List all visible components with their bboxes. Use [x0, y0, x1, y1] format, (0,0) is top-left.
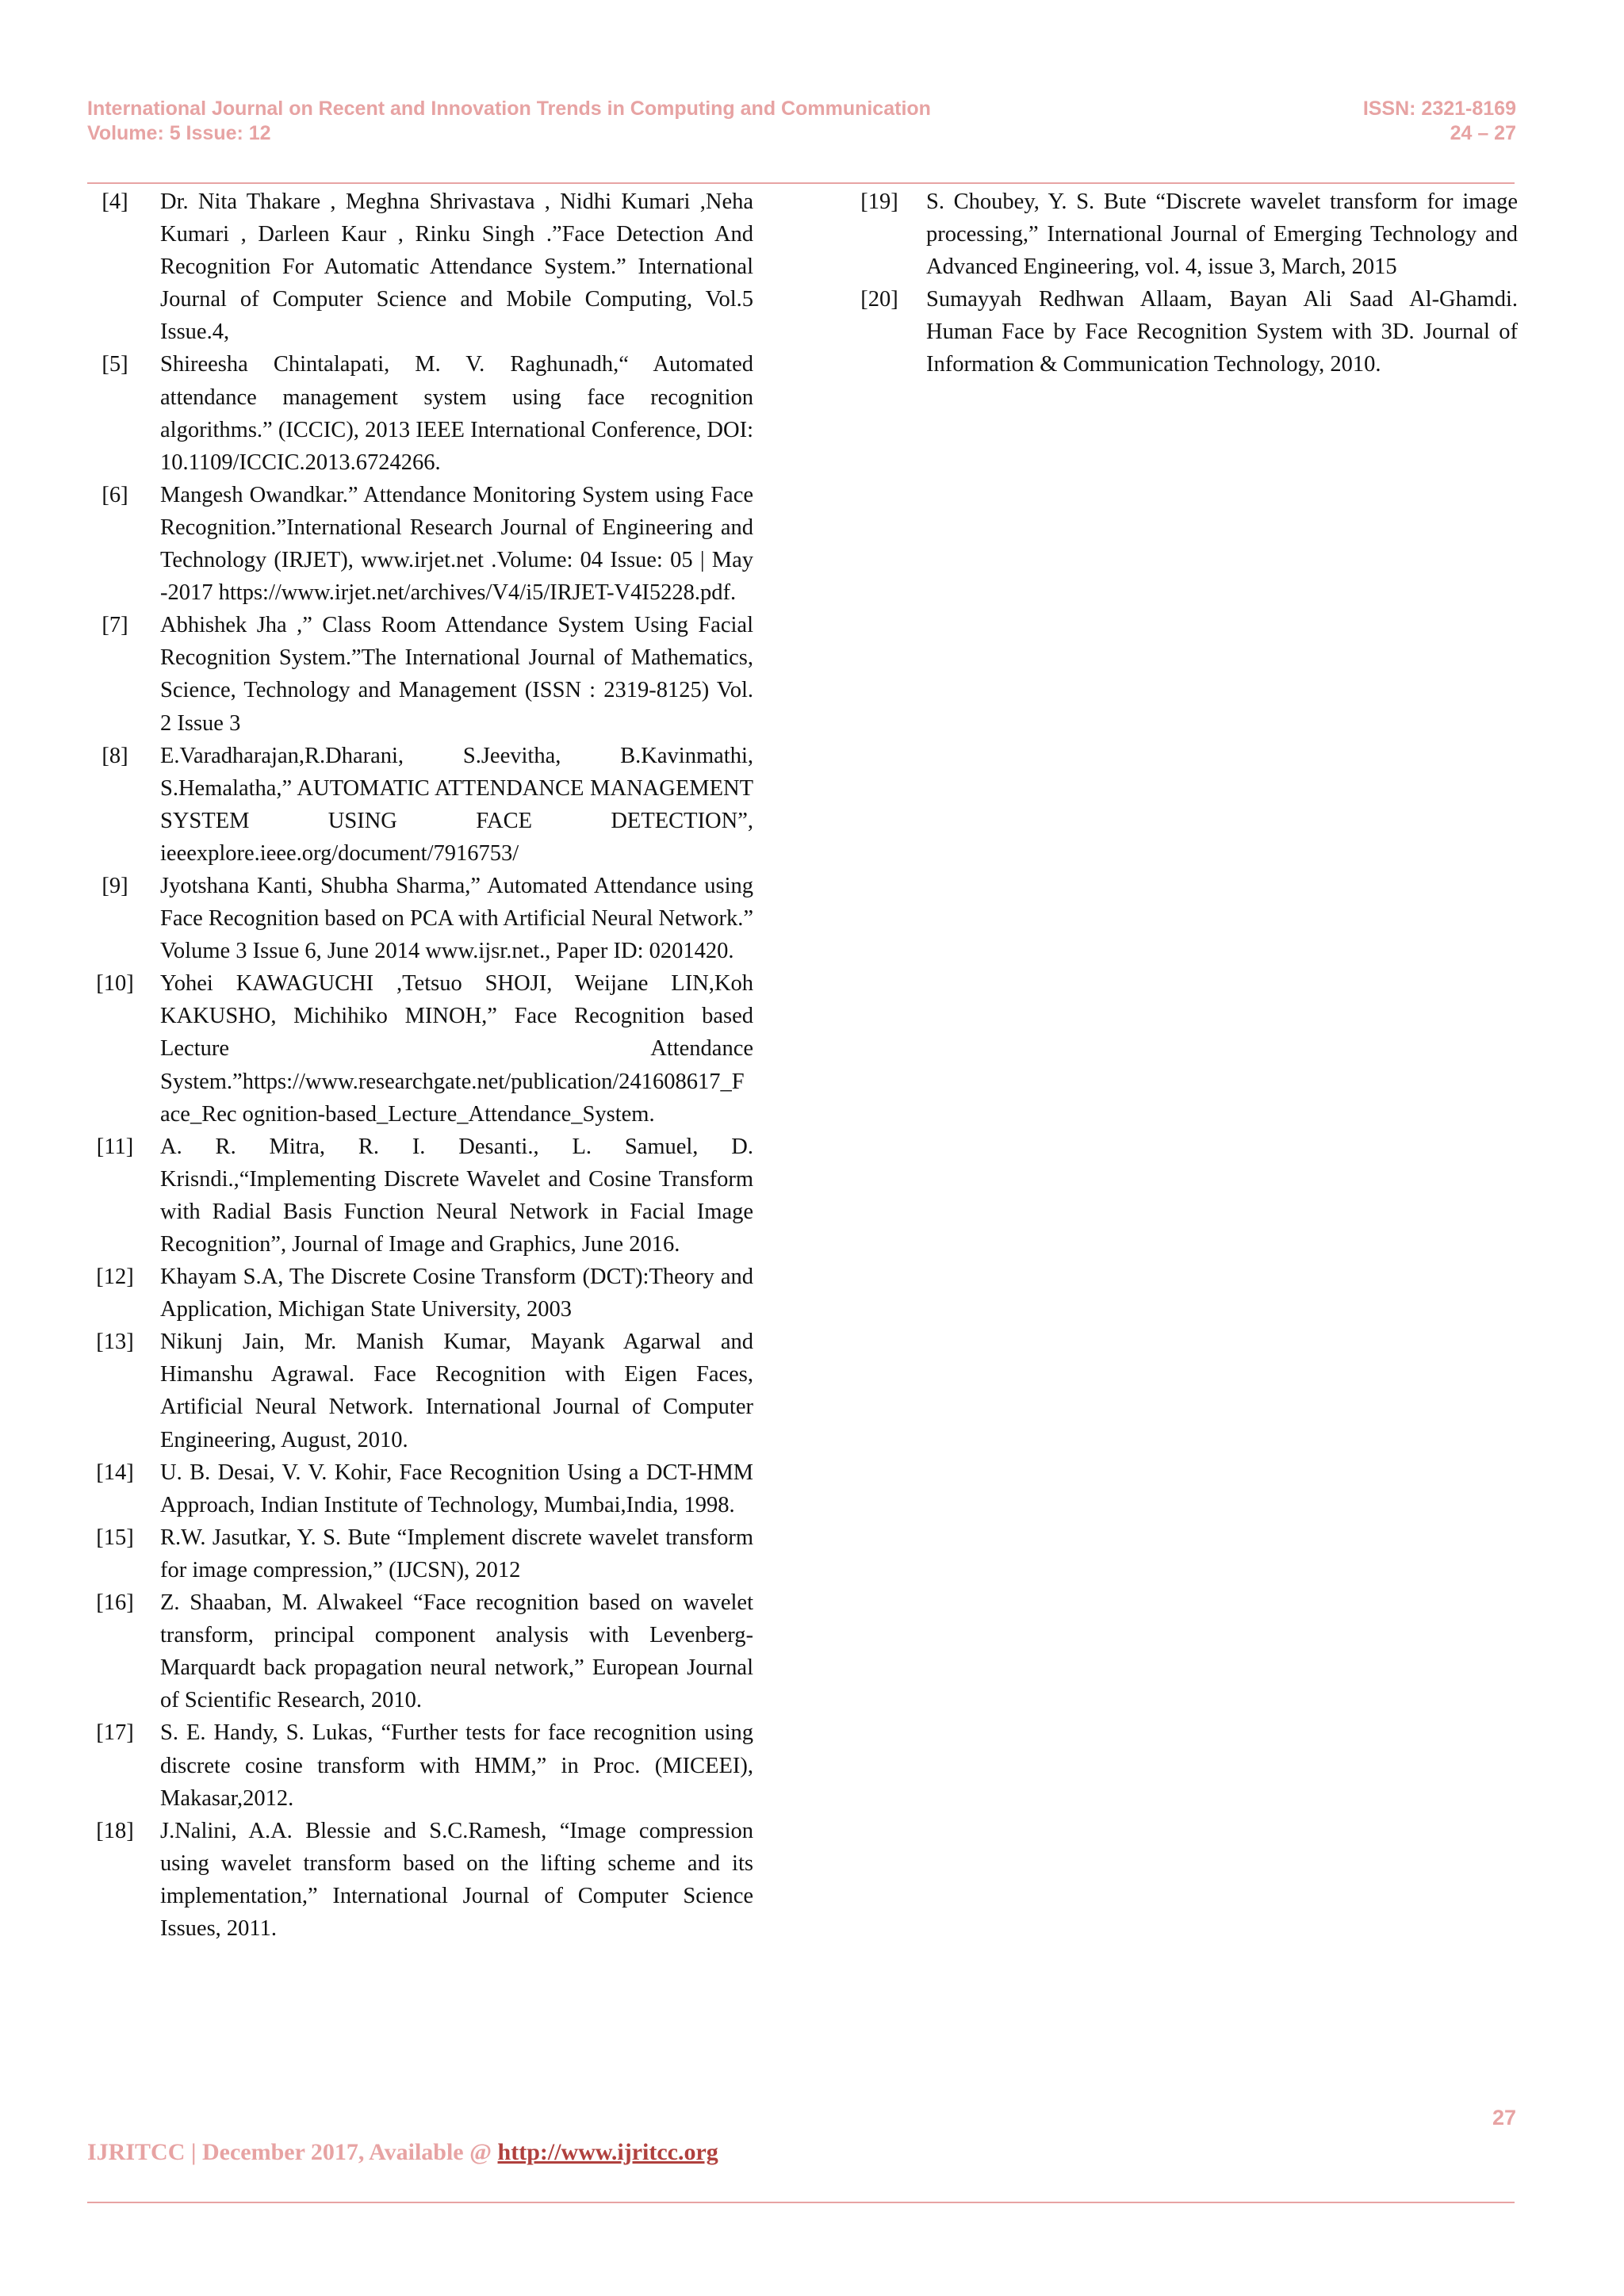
issn: ISSN: 2321-8169 [1362, 98, 1516, 120]
header-left [87, 97, 931, 146]
reference-number: [14] [96, 1460, 134, 1485]
reference-text: Jyotshana Kanti, Shubha Sharma,” Automated Attendance using Face Recognition based on PCA with Artificial Neural Network.” Volume 3 Issue 6, June 2014 www.ijsr.net., Paper ID: 0201420. [160, 873, 753, 964]
volume-issue: Volume: 5 Issue: 12 [87, 122, 271, 144]
reference-text: S. E. Handy, S. Lukas, “Further tests for face recognition using discrete cosine transform with HMM,” in Proc. (MICEEI), Makasar,2012. [160, 1720, 753, 1811]
reference-number: [13] [96, 1330, 134, 1355]
reference-number: [5] [102, 352, 128, 377]
reference-text: U. B. Desai, V. V. Kohir, Face Recognition Using a DCT-HMM Approach, Indian Institute of Technology, Mumbai,India, 1998. [160, 1460, 753, 1517]
header-right [1363, 97, 1516, 146]
reference-item [70, 1815, 753, 1945]
footer-link[interactable]: http://www.ijritcc.org [497, 2139, 718, 2165]
reference-text: Nikunj Jain, Mr. Manish Kumar, Mayank Agarwal and Himanshu Agrawal. Face Recognition with Eigen Faces, Artificial Neural Network. International Journal of Computer Engineering, August, 2010. [160, 1330, 753, 1452]
reference-item [833, 186, 1518, 283]
page-range: 24 – 27 [1450, 122, 1516, 144]
reference-number: [4] [102, 189, 128, 214]
reference-number: [6] [102, 482, 128, 507]
reference-item [70, 870, 753, 967]
reference-text: Sumayyah Redhwan Allaam, Bayan Ali Saad Al-Ghamdi. Human Face by Face Recognition System with 3D. Journal of Information & Communication Technology, 2010. [926, 287, 1518, 377]
reference-text: Abhishek Jha ,” Class Room Attendance System Using Facial Recognition System.”The International Journal of Mathematics, Science, Technology and Management (ISSN : 2319-8125) Vol. 2 Issue 3 [160, 613, 753, 736]
reference-item [70, 186, 753, 348]
page-footer [87, 2139, 718, 2166]
reference-item [70, 1131, 753, 1261]
reference-number: [10] [96, 971, 134, 997]
reference-text: S. Choubey, Y. S. Bute “Discrete wavelet transform for image processing,” International Journal of Emerging Technology and Advanced Engineering, vol. 4, issue 3, March, 2015 [926, 189, 1518, 280]
reference-number: [20] [860, 287, 898, 312]
reference-number: [17] [96, 1720, 134, 1746]
reference-text: A. R. Mitra, R. I. Desanti., L. Samuel, D. Krisndi.,“Implementing Discrete Wavelet and Cosine Transform with Radial Basis Function Neural Network in Facial Image Recognition”, Journal of Image and Graphics, June 2016. [160, 1134, 753, 1257]
footer-divider [87, 2202, 1515, 2203]
reference-number: [18] [96, 1818, 134, 1843]
page-number: 27 [1492, 2106, 1516, 2130]
reference-item [70, 740, 753, 870]
reference-item [833, 283, 1518, 381]
reference-item [70, 348, 753, 478]
reference-number: [16] [96, 1590, 134, 1616]
reference-number: [15] [96, 1525, 134, 1550]
reference-text: Shireesha Chintalapati, M. V. Raghunadh,“ Automated attendance management system using face recognition algorithms.” (ICCIC), 2013 IEEE International Conference, DOI: 10.1109/ICCIC.2013.6724266. [160, 352, 753, 475]
reference-item [70, 1326, 753, 1456]
reference-item [70, 1521, 753, 1586]
reference-item [70, 1716, 753, 1814]
reference-item [70, 1261, 753, 1326]
reference-item [70, 479, 753, 609]
references-left-column [70, 186, 753, 1945]
reference-text: E.Varadharajan,R.Dharani, S.Jeevitha, B.Kavinmathi, S.Hemalatha,” AUTOMATIC ATTENDANCE MANAGEMENT SYSTEM USING FACE DETECTION”, ieeexplore.ieee.org/document/7916753/ [160, 743, 753, 866]
reference-number: [7] [102, 613, 128, 638]
reference-text: R.W. Jasutkar, Y. S. Bute “Implement discrete wavelet transform for image compression,” (IJCSN), 2012 [160, 1525, 753, 1582]
reference-number: [11] [96, 1134, 134, 1159]
reference-item [70, 1456, 753, 1521]
reference-item [70, 967, 753, 1130]
reference-text: Khayam S.A, The Discrete Cosine Transform (DCT):Theory and Application, Michigan State University, 2003 [160, 1265, 753, 1322]
header-divider [87, 182, 1515, 184]
reference-item [70, 1586, 753, 1716]
footer-text: IJRITCC | December 2017, Available @ [87, 2139, 498, 2165]
references-right-column [833, 186, 1518, 381]
page-header [87, 97, 1516, 160]
reference-item [70, 609, 753, 739]
reference-text: Mangesh Owandkar.” Attendance Monitoring System using Face Recognition.”International Research Journal of Engineering and Technology (IRJET), www.irjet.net .Volume: 04 Issue: 05 | May -2017 https://www.irjet.net/archives/V4/i5/IRJET-V4I5228.pdf. [160, 482, 753, 606]
reference-number: [9] [102, 873, 128, 898]
reference-number: [8] [102, 743, 128, 768]
reference-text: J.Nalini, A.A. Blessie and S.C.Ramesh, “Image compression using wavelet transform based on the lifting scheme and its implementation,” International Journal of Computer Science Issues, 2011. [160, 1818, 753, 1941]
reference-text: Dr. Nita Thakare , Meghna Shrivastava , Nidhi Kumari ,Neha Kumari , Darleen Kaur , Rinku Singh .”Face Detection And Recognition For Automatic Attendance System.” International Journal of Computer Science and Mobile Computing, Vol.5 Issue.4, [160, 189, 753, 345]
reference-text: Z. Shaaban, M. Alwakeel “Face recognition based on wavelet transform, principal component analysis with Levenberg-Marquardt back propagation neural network,” European Journal of Scientific Research, 2010. [160, 1590, 753, 1713]
reference-number: [19] [860, 189, 898, 214]
reference-number: [12] [96, 1265, 134, 1290]
journal-title: International Journal on Recent and Innovation Trends in Computing and Communication [87, 98, 931, 120]
reference-text: Yohei KAWAGUCHI ,Tetsuo SHOJI, Weijane LIN,Koh KAKUSHO, Michihiko MINOH,” Face Recognition based Lecture Attendance System.”https://www.researchgate.net/publication/241608617_Face_Rec ognition-based_Lecture_Attendance_System. [160, 971, 753, 1127]
